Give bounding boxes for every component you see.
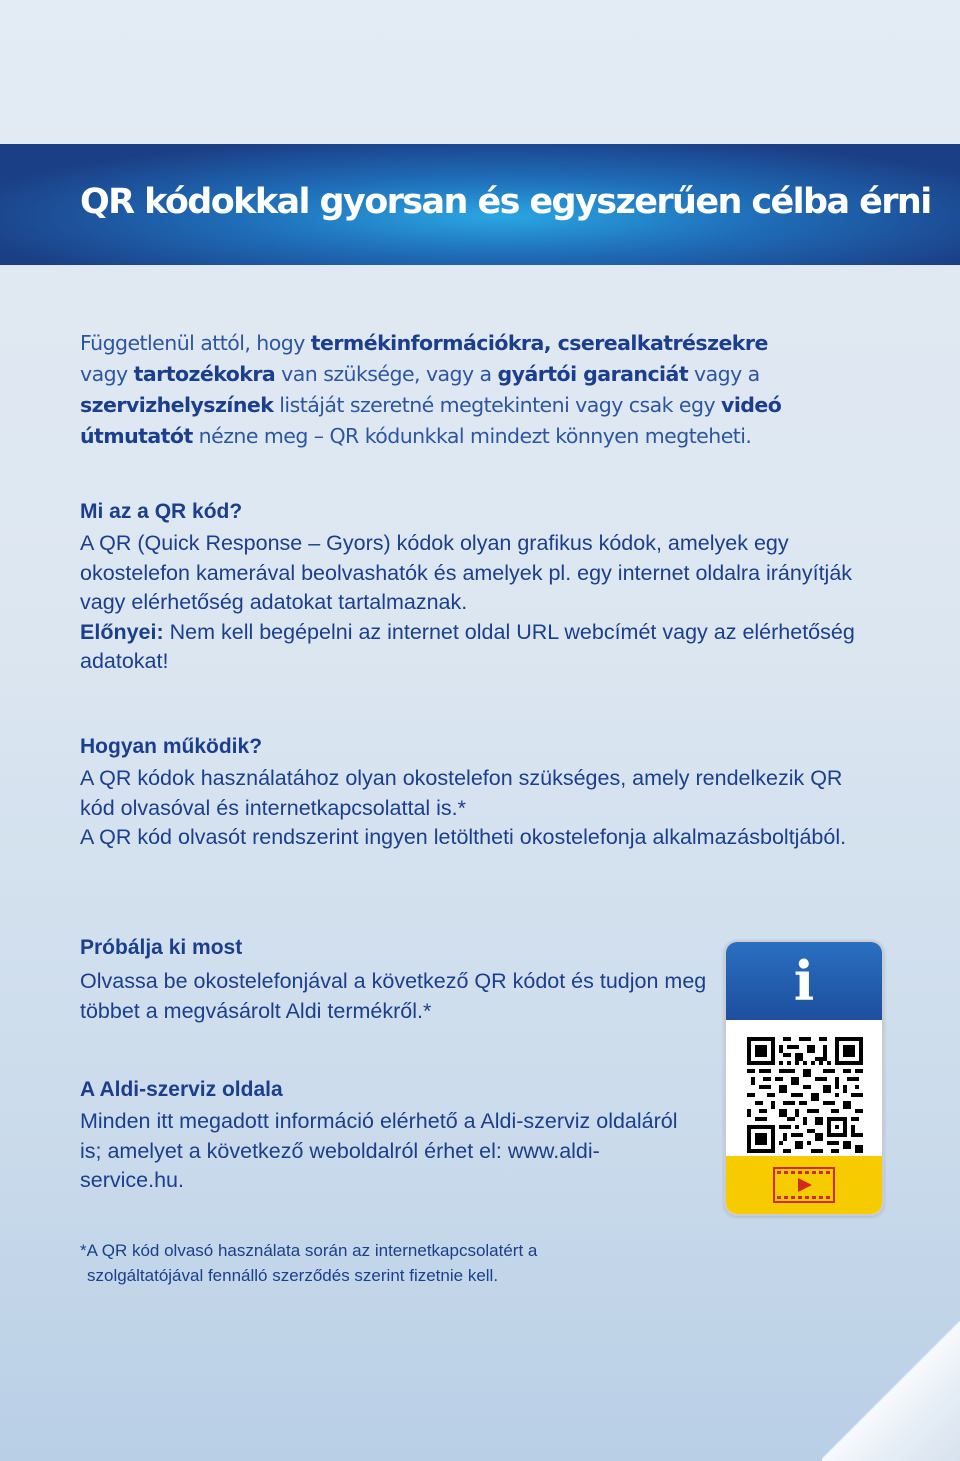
section-text: A QR kód olvasót rendszerint ingyen letöltheti okostelefonja alkalmazásboltjából.: [80, 825, 847, 849]
footnote-line: szolgáltatójával fennálló szerződés szerint fizetnie kell.: [87, 1266, 499, 1285]
intro-highlight: tartozékokra: [133, 362, 276, 386]
intro-text: van szüksége, vagy a: [275, 362, 498, 386]
advantages-body: Nem kell begépelni az internet oldal URL webcímét vagy az elérhetőség adatokat!: [80, 619, 855, 673]
advantages-text: [80, 618, 860, 677]
video-film-icon: [773, 1167, 835, 1203]
video-area: [726, 1156, 882, 1214]
footnote-line: *A QR kód olvasó használata során az internetkapcsolatért a: [80, 1241, 538, 1260]
page-curl: [822, 1321, 960, 1461]
section-heading: Hogyan működik?: [80, 735, 263, 758]
intro-highlight: gyártói garanciát: [497, 362, 689, 386]
intro-text: vagy a: [688, 362, 760, 386]
intro-text: vagy: [80, 362, 134, 386]
section-text: Minden itt megadott információ elérhető a Aldi-szerviz oldaláról is; amelyet a következő weboldalról érhet el: www.aldi-service.hu.: [80, 1109, 678, 1192]
title-banner: [0, 144, 960, 265]
section-what-is-qr: [80, 497, 860, 677]
qr-code-card: [724, 940, 884, 1216]
info-icon: [726, 942, 882, 1020]
advantages-label: Előnyei:: [80, 619, 164, 644]
qr-code[interactable]: [747, 1037, 863, 1153]
intro-text: Függetlenül attól, hogy: [80, 331, 311, 355]
intro-highlight: videó útmutatót: [80, 393, 782, 448]
section-text: A QR (Quick Response – Gyors) kódok olyan grafikus kódok, amelyek egy okostelefon kamerával beolvashatók és amelyek pl. egy internet oldalra irányítják vagy elérhetőség adatokat tartalmaznak.: [80, 531, 853, 614]
section-service-site: [80, 1075, 680, 1196]
intro-highlight: szervizhelyszínek: [80, 393, 274, 417]
section-text: A QR kódok használatához olyan okostelefon szükséges, amely rendelkezik QR kód olvasóval és internetkapcsolattal is.*: [80, 766, 843, 820]
section-heading: Próbálja ki most: [80, 936, 243, 959]
section-try-it: [80, 933, 710, 1026]
intro-text: listáját szeretné megtekinteni vagy csak egy: [273, 393, 722, 417]
section-text: Olvassa be okostelefonjával a következő QR kódot és tudjon meg többet a megvásárolt Aldi termékről.*: [80, 969, 707, 1023]
intro-paragraph: [80, 328, 840, 452]
section-how-it-works: [80, 732, 860, 853]
section-heading: Mi az a QR kód?: [80, 500, 243, 523]
page-title: QR kódokkal gyorsan és egyszerűen célba érni: [80, 182, 931, 222]
section-heading: A Aldi-szerviz oldala: [80, 1078, 283, 1101]
footnote: [80, 1238, 780, 1288]
intro-text: nézne meg – QR kódunkkal mindezt könnyen megteheti.: [192, 424, 752, 448]
info-glyph: i: [793, 949, 815, 1013]
intro-highlight: termékinformációkra, cserealkatrészekre: [310, 331, 768, 355]
